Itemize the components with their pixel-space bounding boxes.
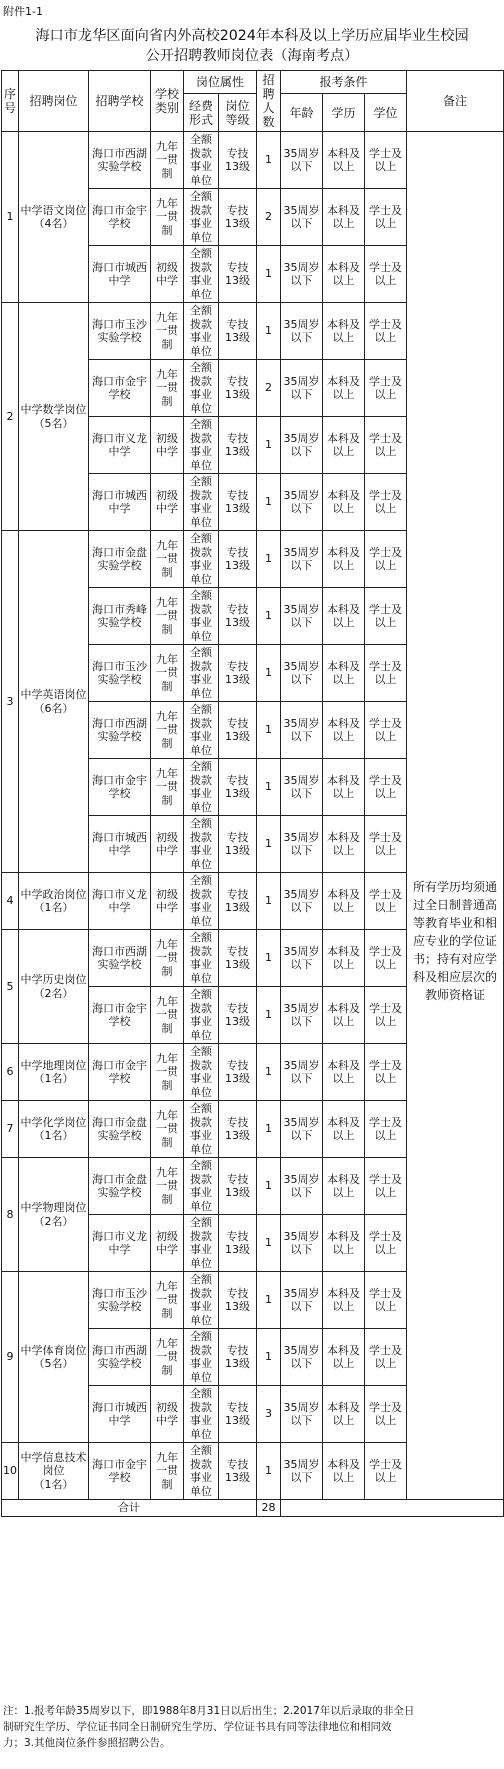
degree-cell: 学士及以上: [365, 987, 407, 1044]
school-cell: 海口市义龙中学: [89, 1215, 151, 1272]
grade-cell: 专技13级: [219, 1443, 257, 1500]
grade-cell: 专技13级: [219, 930, 257, 987]
seq-cell: 4: [2, 873, 19, 930]
category-cell: 九年一贯制: [151, 930, 184, 987]
position-quota: （5名）: [33, 1357, 74, 1370]
position-name: 中学信息技术岗位: [20, 1450, 87, 1478]
category-cell: 初级中学: [151, 474, 184, 531]
degree-cell: 学士及以上: [365, 816, 407, 873]
total-count: 28: [257, 1500, 281, 1517]
degree-cell: 学士及以上: [365, 1329, 407, 1386]
funding-cell: 全额拨款事业单位: [184, 1329, 219, 1386]
edu-cell: 本科及以上: [323, 474, 365, 531]
age-cell: 35周岁以下: [281, 1329, 323, 1386]
seq-cell: 10: [2, 1443, 19, 1500]
grade-cell: 专技13级: [219, 588, 257, 645]
age-cell: 35周岁以下: [281, 1443, 323, 1500]
grade-cell: 专技13级: [219, 303, 257, 360]
count-cell: 1: [257, 303, 281, 360]
age-cell: 35周岁以下: [281, 987, 323, 1044]
school-cell: 海口市金宇学校: [89, 360, 151, 417]
school-cell: 海口市玉沙实验学校: [89, 645, 151, 702]
grade-cell: 专技13级: [219, 702, 257, 759]
category-cell: 九年一贯制: [151, 759, 184, 816]
position-quota: （1名）: [33, 1129, 74, 1142]
header-school: 招聘学校: [89, 71, 151, 132]
position-name: 中学政治岗位: [20, 887, 87, 901]
school-cell: 海口市西湖实验学校: [89, 702, 151, 759]
position-cell: [19, 132, 89, 303]
age-cell: 35周岁以下: [281, 360, 323, 417]
school-cell: 海口市义龙中学: [89, 417, 151, 474]
edu-cell: 本科及以上: [323, 1215, 365, 1272]
position-cell: [19, 1272, 89, 1443]
category-cell: 九年一贯制: [151, 588, 184, 645]
school-cell: 海口市城西中学: [89, 816, 151, 873]
count-cell: 1: [257, 873, 281, 930]
seq-cell: 6: [2, 1044, 19, 1101]
edu-cell: 本科及以上: [323, 930, 365, 987]
category-cell: 九年一贯制: [151, 702, 184, 759]
edu-cell: 本科及以上: [323, 1158, 365, 1215]
age-cell: 35周岁以下: [281, 246, 323, 303]
funding-cell: 全额拨款事业单位: [184, 303, 219, 360]
age-cell: 35周岁以下: [281, 1101, 323, 1158]
degree-cell: 学士及以上: [365, 1101, 407, 1158]
age-cell: 35周岁以下: [281, 132, 323, 189]
edu-cell: 本科及以上: [323, 531, 365, 588]
age-cell: 35周岁以下: [281, 1215, 323, 1272]
degree-cell: 学士及以上: [365, 246, 407, 303]
count-cell: 1: [257, 132, 281, 189]
category-cell: 九年一贯制: [151, 1044, 184, 1101]
count-cell: 1: [257, 474, 281, 531]
position-quota: （1名）: [33, 1477, 74, 1491]
position-cell: [19, 531, 89, 873]
position-cell: [19, 1044, 89, 1101]
category-cell: 九年一贯制: [151, 1443, 184, 1500]
degree-cell: 学士及以上: [365, 531, 407, 588]
title-line-1: 海口市龙华区面向省内外高校2024年本科及以上学历应届毕业生校园: [35, 28, 469, 44]
funding-cell: 全额拨款事业单位: [184, 1443, 219, 1500]
edu-cell: 本科及以上: [323, 1101, 365, 1158]
school-cell: 海口市西湖实验学校: [89, 1329, 151, 1386]
category-cell: 九年一贯制: [151, 987, 184, 1044]
grade-cell: 专技13级: [219, 474, 257, 531]
school-cell: 海口市金宇学校: [89, 759, 151, 816]
school-cell: 海口市金盘实验学校: [89, 1158, 151, 1215]
count-cell: 1: [257, 1329, 281, 1386]
funding-cell: 全额拨款事业单位: [184, 930, 219, 987]
category-cell: 九年一贯制: [151, 1101, 184, 1158]
count-cell: 1: [257, 645, 281, 702]
grade-cell: 专技13级: [219, 645, 257, 702]
edu-cell: 本科及以上: [323, 132, 365, 189]
grade-cell: 专技13级: [219, 360, 257, 417]
category-cell: 九年一贯制: [151, 132, 184, 189]
edu-cell: 本科及以上: [323, 645, 365, 702]
category-cell: 初级中学: [151, 873, 184, 930]
category-cell: 九年一贯制: [151, 1272, 184, 1329]
edu-cell: 本科及以上: [323, 1329, 365, 1386]
grade-cell: 专技13级: [219, 531, 257, 588]
grade-cell: 专技13级: [219, 759, 257, 816]
count-cell: 1: [257, 1272, 281, 1329]
grade-cell: 专技13级: [219, 132, 257, 189]
funding-cell: 全额拨款事业单位: [184, 1272, 219, 1329]
position-quota: （6名）: [33, 701, 74, 715]
edu-cell: 本科及以上: [323, 816, 365, 873]
age-cell: 35周岁以下: [281, 303, 323, 360]
header-attr-group: 岗位属性: [184, 71, 257, 94]
grade-cell: 专技13级: [219, 246, 257, 303]
funding-cell: 全额拨款事业单位: [184, 873, 219, 930]
age-cell: 35周岁以下: [281, 1272, 323, 1329]
school-cell: 海口市义龙中学: [89, 873, 151, 930]
grade-cell: 专技13级: [219, 816, 257, 873]
header-funding: 经费形式: [184, 94, 219, 132]
seq-cell: 7: [2, 1101, 19, 1158]
seq-cell: 9: [2, 1272, 19, 1443]
school-cell: 海口市西湖实验学校: [89, 930, 151, 987]
title-line-2: 公开招聘教师岗位表（海南考点）: [145, 48, 359, 64]
count-cell: 1: [257, 1443, 281, 1500]
school-cell: 海口市金盘实验学校: [89, 531, 151, 588]
edu-cell: 本科及以上: [323, 1443, 365, 1500]
seq-cell: 3: [2, 531, 19, 873]
school-cell: 海口市玉沙实验学校: [89, 303, 151, 360]
age-cell: 35周岁以下: [281, 417, 323, 474]
count-cell: 1: [257, 1158, 281, 1215]
position-quota: （1名）: [33, 901, 74, 914]
position-cell: [19, 930, 89, 1044]
funding-cell: 全额拨款事业单位: [184, 588, 219, 645]
edu-cell: 本科及以上: [323, 987, 365, 1044]
seq-cell: 5: [2, 930, 19, 1044]
seq-cell: 8: [2, 1158, 19, 1272]
grade-cell: 专技13级: [219, 1386, 257, 1443]
header-count: 招聘人数: [257, 71, 281, 132]
category-cell: 初级中学: [151, 1215, 184, 1272]
seq-cell: 2: [2, 303, 19, 531]
degree-cell: 学士及以上: [365, 303, 407, 360]
grade-cell: 专技13级: [219, 987, 257, 1044]
count-cell: 1: [257, 1044, 281, 1101]
category-cell: 九年一贯制: [151, 360, 184, 417]
edu-cell: 本科及以上: [323, 1044, 365, 1101]
school-cell: 海口市金宇学校: [89, 1044, 151, 1101]
degree-cell: 学士及以上: [365, 645, 407, 702]
category-cell: 初级中学: [151, 816, 184, 873]
count-cell: 2: [257, 189, 281, 246]
attachment-label: 附件1-1: [3, 5, 43, 18]
category-cell: 初级中学: [151, 417, 184, 474]
header-edu: 学历: [323, 94, 365, 132]
category-cell: 九年一贯制: [151, 1329, 184, 1386]
school-cell: 海口市金宇学校: [89, 987, 151, 1044]
grade-cell: 专技13级: [219, 1101, 257, 1158]
edu-cell: 本科及以上: [323, 1272, 365, 1329]
funding-cell: 全额拨款事业单位: [184, 246, 219, 303]
school-cell: 海口市金宇学校: [89, 189, 151, 246]
header-position: 招聘岗位: [19, 71, 89, 132]
table-row: [2, 132, 504, 189]
funding-cell: 全额拨款事业单位: [184, 1215, 219, 1272]
grade-cell: 专技13级: [219, 1215, 257, 1272]
category-cell: 九年一贯制: [151, 531, 184, 588]
degree-cell: 学士及以上: [365, 1215, 407, 1272]
position-quota: （2名）: [33, 986, 74, 1000]
age-cell: 35周岁以下: [281, 759, 323, 816]
funding-cell: 全额拨款事业单位: [184, 1158, 219, 1215]
degree-cell: 学士及以上: [365, 930, 407, 987]
category-cell: 九年一贯制: [151, 645, 184, 702]
funding-cell: 全额拨款事业单位: [184, 417, 219, 474]
positions-table: [1, 70, 504, 1517]
total-row: [2, 1500, 504, 1517]
degree-cell: 学士及以上: [365, 759, 407, 816]
grade-cell: 专技13级: [219, 1272, 257, 1329]
header-seq: 序号: [2, 71, 19, 132]
age-cell: 35周岁以下: [281, 930, 323, 987]
footnote-line: 制研究生学历、学位证书同全日制研究生学历、学位证书具有同等法律地位和相同效: [3, 1721, 392, 1733]
position-quota: （4名）: [33, 217, 74, 230]
count-cell: 2: [257, 360, 281, 417]
position-quota: （2名）: [33, 1214, 74, 1228]
count-cell: 3: [257, 1386, 281, 1443]
category-cell: 九年一贯制: [151, 303, 184, 360]
school-cell: 海口市金盘实验学校: [89, 1101, 151, 1158]
degree-cell: 学士及以上: [365, 588, 407, 645]
edu-cell: 本科及以上: [323, 189, 365, 246]
category-cell: 九年一贯制: [151, 1158, 184, 1215]
age-cell: 35周岁以下: [281, 645, 323, 702]
school-cell: 海口市城西中学: [89, 474, 151, 531]
count-cell: 1: [257, 816, 281, 873]
age-cell: 35周岁以下: [281, 474, 323, 531]
position-cell: [19, 1443, 89, 1500]
header-degree: 学位: [365, 94, 407, 132]
count-cell: 1: [257, 1215, 281, 1272]
funding-cell: 全额拨款事业单位: [184, 132, 219, 189]
count-cell: 1: [257, 588, 281, 645]
position-cell: [19, 873, 89, 930]
header-req-group: 报考条件: [281, 71, 407, 94]
count-cell: 1: [257, 531, 281, 588]
age-cell: 35周岁以下: [281, 702, 323, 759]
footnote-line: 注：1.报考年龄35周岁以下，即1988年8月31日以后出生；2.2017年以后录取的非全日: [3, 1705, 415, 1717]
position-quota: （5名）: [33, 416, 74, 430]
seq-cell: 1: [2, 132, 19, 303]
funding-cell: 全额拨款事业单位: [184, 531, 219, 588]
count-cell: 1: [257, 987, 281, 1044]
position-name: 中学数学岗位: [20, 403, 87, 416]
degree-cell: 学士及以上: [365, 1044, 407, 1101]
position-name: 中学历史岗位: [20, 973, 87, 986]
degree-cell: 学士及以上: [365, 702, 407, 759]
remark-cell: [407, 132, 504, 1500]
edu-cell: 本科及以上: [323, 360, 365, 417]
position-name: 中学物理岗位: [20, 1201, 87, 1214]
remark-text: 所有学历均须通过全日制普通高等教育毕业和相应专业的学位证书；持有对应学科及相应层次的教师资格证: [413, 879, 498, 1002]
funding-cell: 全额拨款事业单位: [184, 702, 219, 759]
degree-cell: 学士及以上: [365, 1272, 407, 1329]
school-cell: 海口市金宇学校: [89, 1443, 151, 1500]
age-cell: 35周岁以下: [281, 531, 323, 588]
footnote: [3, 1703, 501, 1751]
count-cell: 1: [257, 759, 281, 816]
grade-cell: 专技13级: [219, 1044, 257, 1101]
position-name: 中学化学岗位: [20, 1115, 87, 1129]
grade-cell: 专技13级: [219, 189, 257, 246]
age-cell: 35周岁以下: [281, 1386, 323, 1443]
age-cell: 35周岁以下: [281, 1158, 323, 1215]
category-cell: 九年一贯制: [151, 189, 184, 246]
funding-cell: 全额拨款事业单位: [184, 474, 219, 531]
age-cell: 35周岁以下: [281, 189, 323, 246]
school-cell: 海口市秀峰实验学校: [89, 588, 151, 645]
category-cell: 初级中学: [151, 1386, 184, 1443]
position-name: 中学地理岗位: [20, 1058, 87, 1072]
position-name: 中学体育岗位: [20, 1343, 87, 1357]
degree-cell: 学士及以上: [365, 1443, 407, 1500]
count-cell: 1: [257, 930, 281, 987]
total-empty: [281, 1500, 504, 1517]
funding-cell: 全额拨款事业单位: [184, 987, 219, 1044]
degree-cell: 学士及以上: [365, 132, 407, 189]
degree-cell: 学士及以上: [365, 474, 407, 531]
funding-cell: 全额拨款事业单位: [184, 1101, 219, 1158]
grade-cell: 专技13级: [219, 1158, 257, 1215]
position-cell: [19, 1158, 89, 1272]
edu-cell: 本科及以上: [323, 873, 365, 930]
degree-cell: 学士及以上: [365, 189, 407, 246]
position-cell: [19, 303, 89, 531]
grade-cell: 专技13级: [219, 1329, 257, 1386]
age-cell: 35周岁以下: [281, 1044, 323, 1101]
school-cell: 海口市玉沙实验学校: [89, 1272, 151, 1329]
age-cell: 35周岁以下: [281, 588, 323, 645]
funding-cell: 全额拨款事业单位: [184, 1044, 219, 1101]
document-title: [0, 26, 504, 66]
degree-cell: 学士及以上: [365, 417, 407, 474]
edu-cell: 本科及以上: [323, 246, 365, 303]
count-cell: 1: [257, 702, 281, 759]
funding-cell: 全额拨款事业单位: [184, 645, 219, 702]
position-quota: （1名）: [33, 1072, 74, 1085]
degree-cell: 学士及以上: [365, 360, 407, 417]
school-cell: 海口市城西中学: [89, 1386, 151, 1443]
funding-cell: 全额拨款事业单位: [184, 189, 219, 246]
header-age: 年龄: [281, 94, 323, 132]
funding-cell: 全额拨款事业单位: [184, 759, 219, 816]
edu-cell: 本科及以上: [323, 702, 365, 759]
age-cell: 35周岁以下: [281, 873, 323, 930]
position-name: 中学英语岗位: [20, 688, 87, 701]
school-cell: 海口市西湖实验学校: [89, 132, 151, 189]
header-grade: 岗位等级: [219, 94, 257, 132]
grade-cell: 专技13级: [219, 417, 257, 474]
edu-cell: 本科及以上: [323, 417, 365, 474]
edu-cell: 本科及以上: [323, 759, 365, 816]
funding-cell: 全额拨款事业单位: [184, 816, 219, 873]
position-cell: [19, 1101, 89, 1158]
edu-cell: 本科及以上: [323, 588, 365, 645]
funding-cell: 全额拨款事业单位: [184, 360, 219, 417]
footnote-line: 力；3.其他岗位条件参照招聘公告。: [3, 1737, 171, 1749]
position-name: 中学语文岗位: [20, 203, 87, 217]
header-remark: 备注: [407, 71, 504, 132]
edu-cell: 本科及以上: [323, 1386, 365, 1443]
school-cell: 海口市城西中学: [89, 246, 151, 303]
degree-cell: 学士及以上: [365, 1158, 407, 1215]
degree-cell: 学士及以上: [365, 1386, 407, 1443]
count-cell: 1: [257, 246, 281, 303]
degree-cell: 学士及以上: [365, 873, 407, 930]
total-label: 合计: [2, 1500, 257, 1517]
funding-cell: 全额拨款事业单位: [184, 1386, 219, 1443]
count-cell: 1: [257, 1101, 281, 1158]
edu-cell: 本科及以上: [323, 303, 365, 360]
age-cell: 35周岁以下: [281, 816, 323, 873]
grade-cell: 专技13级: [219, 873, 257, 930]
header-category: 学校类别: [151, 71, 184, 132]
category-cell: 初级中学: [151, 246, 184, 303]
positions-table-body: [2, 132, 504, 1500]
count-cell: 1: [257, 417, 281, 474]
